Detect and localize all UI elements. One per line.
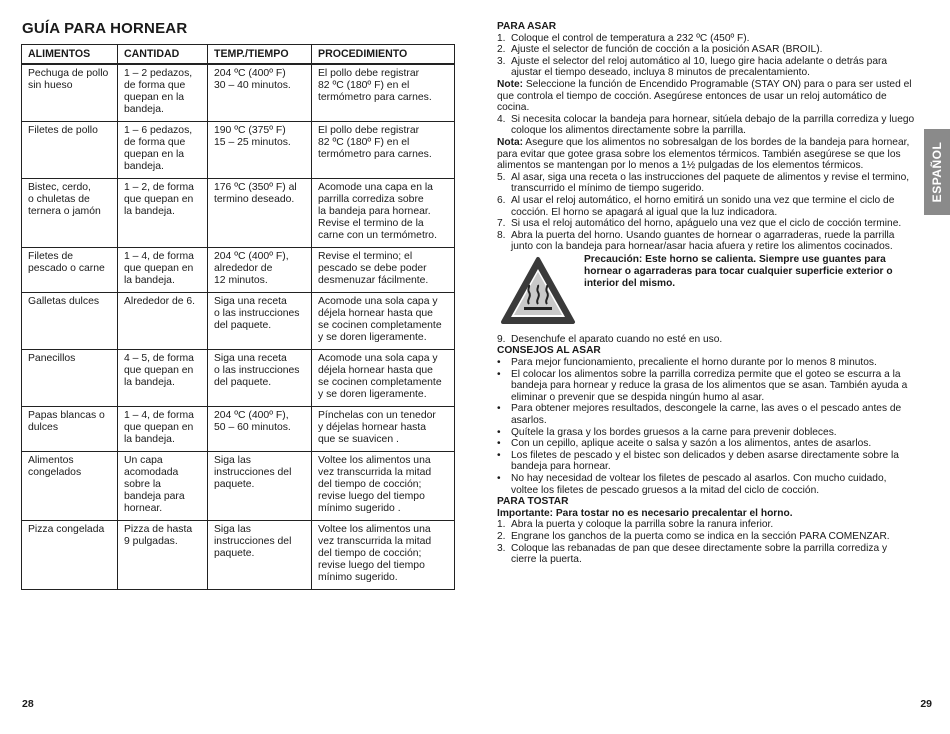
step-text: Abra la puerta y coloque la parrilla sobre la ranura inferior. <box>511 519 774 531</box>
table-row <box>22 407 455 452</box>
quantity-cell: 1 – 4, de forma que quepan en la bandeja. <box>118 407 208 452</box>
temp-time-cell: Siga una receta o las instrucciones del paquete. <box>208 350 312 407</box>
list-item <box>497 218 915 230</box>
step-number: 1. <box>497 32 506 44</box>
food-cell: Pizza congelada <box>22 521 118 590</box>
note-paragraph <box>497 79 915 114</box>
step-text: Abra la puerta del horno. Usando guantes de hornear o agarraderas, ruede la parrilla junto con la bandeja para hornear/asar hacia afuera y retire los alimentos cocinados. <box>511 229 895 253</box>
bullet-icon: • <box>497 357 501 369</box>
quantity-cell: Un capa acomodada sobre la bandeja para hornear. <box>118 452 208 521</box>
bullet-icon: • <box>497 438 501 450</box>
procedure-cell: Pínchelas con un tenedor y déjelas hornear hasta que se suavicen . <box>312 407 455 452</box>
step-number: 8. <box>497 229 506 241</box>
quantity-cell: 1 – 4, de forma que quepan en la bandeja. <box>118 248 208 293</box>
list-item <box>497 438 915 450</box>
step-number: 1. <box>497 519 506 531</box>
step-text: Ajuste el selector de función de cocción a la posición ASAR (BROIL). <box>511 44 823 56</box>
step-text: Si necesita colocar la bandeja para hornear, sitúela debajo de la parrilla corrediza y luego coloque los alimentos directamente sobre la parrilla. <box>511 113 915 137</box>
list-item <box>497 33 915 45</box>
note-text: Seleccione la función de Encendido Programable (STAY ON) para o para ser usted el que controla el tiempo de cocción. Asegúrese entonces de usar un reloj automático de cocina. <box>497 78 912 114</box>
tip-text: El colocar los alimentos sobre la parrilla corrediza permite que el goteo se escurra a la bandeja para hornear y reduce la grasa de los alimentos que se asan. También ayuda a eliminar o prevenir que se despida ningún humo al asar. <box>511 368 908 403</box>
quantity-cell: Pizza de hasta 9 pulgadas. <box>118 521 208 590</box>
list-item <box>497 427 915 439</box>
page-title: GUÍA PARA HORNEAR <box>22 20 188 37</box>
step-text: Al usar el reloj automático, el horno emitirá un sonido una vez que termine el ciclo de cocción. El horno se apagará al igual que la luz indicadora. <box>511 194 895 218</box>
instructions-column <box>497 21 915 566</box>
food-cell: Alimentos congelados <box>22 452 118 521</box>
list-item <box>497 369 915 404</box>
tip-text: Para obtener mejores resultados, descongele la carne, las aves o el pescado antes de asarlos. <box>511 403 902 427</box>
temp-time-cell: Siga una receta o las instrucciones del paquete. <box>208 293 312 350</box>
step-number: 7. <box>497 218 506 230</box>
language-tab <box>924 129 950 215</box>
step-number: 6. <box>497 194 506 206</box>
bullet-icon: • <box>497 403 501 415</box>
procedure-cell: El pollo debe registrar 82 ºC (180º F) en el termómetro para carnes. <box>312 122 455 179</box>
step-text: Desenchufe el aparato cuando no esté en uso. <box>511 333 723 345</box>
page-number: 28 <box>22 698 34 710</box>
hot-surface-warning-icon <box>500 256 576 326</box>
table-row <box>22 452 455 521</box>
right-page <box>475 0 950 734</box>
step-text: Ajuste el selector del reloj automático al 10, luego gire hacia adelante o detrás para ajustar el tiempo deseado, incluya 8 minutos de precalentamiento. <box>511 55 888 79</box>
list-item <box>497 519 915 531</box>
step-number: 2. <box>497 530 506 542</box>
table-row <box>22 350 455 407</box>
tip-text: Los filetes de pescado y el bistec son delicados y deben asarse directamente sobre la bandeja para hornear. <box>511 449 899 473</box>
food-cell: Pechuga de pollo sin hueso <box>22 64 118 122</box>
quantity-cell: Alrededor de 6. <box>118 293 208 350</box>
baking-guide-table <box>21 44 455 590</box>
step-number: 3. <box>497 542 506 554</box>
list-item <box>497 531 915 543</box>
procedure-cell: Revise el termino; el pescado se debe poder desmenuzar fácilmente. <box>312 248 455 293</box>
tip-text: Con un cepillo, aplique aceite o salsa y sazón a los alimentos, antes de asarlos. <box>511 438 872 450</box>
list-item <box>497 357 915 369</box>
tip-text: Quítele la grasa y los bordes gruesos a la carne para prevenir dobleces. <box>511 426 837 438</box>
list-item <box>497 543 915 566</box>
quantity-cell: 1 – 2 pedazos, de forma que quepan en la bandeja. <box>118 64 208 122</box>
step-number: 3. <box>497 55 506 67</box>
list-item <box>497 450 915 473</box>
temp-time-cell: 204 ºC (400º F) 30 – 40 minutos. <box>208 64 312 122</box>
step-number: 4. <box>497 113 506 125</box>
food-cell: Galletas dulces <box>22 293 118 350</box>
quantity-cell: 4 – 5, de forma que quepan en la bandeja. <box>118 350 208 407</box>
list-item <box>497 473 915 496</box>
note-label: Nota: <box>497 136 524 148</box>
section-heading-tostar: PARA TOSTAR <box>497 496 569 508</box>
step-number: 9. <box>497 333 506 345</box>
list-item <box>497 403 915 426</box>
temp-time-cell: 204 ºC (400º F), alrededor de 12 minutos. <box>208 248 312 293</box>
food-cell: Filetes de pollo <box>22 122 118 179</box>
step-number: 5. <box>497 171 506 183</box>
bullet-icon: • <box>497 473 501 484</box>
temp-time-cell: Siga las instrucciones del paquete. <box>208 521 312 590</box>
procedure-cell: El pollo debe registrar 82 ºC (180º F) en el termómetro para carnes. <box>312 64 455 122</box>
list-item <box>497 195 915 218</box>
temp-time-cell: 204 ºC (400º F), 50 – 60 minutos. <box>208 407 312 452</box>
table-row <box>22 521 455 590</box>
procedure-cell: Voltee los alimentos una vez transcurrida la mitad del tiempo de cocción; revise luego del tiempo mínimo sugerido . <box>312 452 455 521</box>
column-header: TEMP./TIEMPO <box>208 45 312 65</box>
quantity-cell: 1 – 2, de forma que quepan en la bandeja. <box>118 179 208 248</box>
tip-text: No hay necesidad de voltear los filetes de pescado al asarlos. Con mucho cuidado, voltee los filetes de pescado gruesos a la mitad del ciclo de cocción. <box>511 473 887 496</box>
section-heading-tips: CONSEJOS AL ASAR <box>497 345 601 357</box>
list-item <box>497 172 915 195</box>
step-text: Engrane los ganchos de la puerta como se indica en la sección PARA COMENZAR. <box>511 530 890 542</box>
procedure-cell: Acomode una sola capa y déjela hornear hasta que se cocinen completamente y se doren ligeramente. <box>312 293 455 350</box>
food-cell: Papas blancas o dulces <box>22 407 118 452</box>
step-number: 2. <box>497 44 506 56</box>
list-item <box>497 230 915 253</box>
section-heading-asar: PARA ASAR <box>497 21 557 32</box>
temp-time-cell: 176 ºC (350º F) al termino deseado. <box>208 179 312 248</box>
column-header: ALIMENTOS <box>22 45 118 65</box>
tostar-important: Importante: Para tostar no es necesario precalentar el horno. <box>497 507 793 519</box>
procedure-cell: Acomode una sola capa y déjela hornear hasta que se cocinen completamente y se doren ligeramente. <box>312 350 455 407</box>
language-tab-label: ESPAÑOL <box>930 141 944 203</box>
procedure-cell: Acomode una capa en la parrilla corrediza sobre la bandeja para hornear. Revise el termino de la carne con un termómetro. <box>312 179 455 248</box>
note-label: Note: <box>497 78 524 90</box>
table-row <box>22 293 455 350</box>
list-item <box>497 114 915 137</box>
note-paragraph <box>497 137 915 172</box>
step-text: Si usa el reloj automático del horno, apáguelo una vez que el ciclo de cocción termine. <box>511 218 902 230</box>
note-text: Asegure que los alimentos no sobresalgan de los bordes de la bandeja para hornear, para evitar que gotee grasa sobre los elementos térmicos. También asegúrese se que los alimentos se mantengan por lo menos a 1½ pulgadas de los elementos térmicos. <box>497 136 910 172</box>
food-cell: Filetes de pescado o carne <box>22 248 118 293</box>
table-row <box>22 179 455 248</box>
step-text: Al asar, siga una receta o las instrucciones del paquete de alimentos y revise el termino, transcurrido el mínimo de tiempo sugerido. <box>511 171 910 195</box>
step-text: Coloque el control de temperatura a 232 ºC (450º F). <box>511 32 750 44</box>
bullet-icon: • <box>497 449 501 461</box>
page-number: 29 <box>920 698 932 710</box>
column-header: PROCEDIMIENTO <box>312 45 455 65</box>
temp-time-cell: Siga las instrucciones del paquete. <box>208 452 312 521</box>
list-item <box>497 334 915 346</box>
step-text: Coloque las rebanadas de pan que desee directamente sobre la parrilla corrediza y cierre la puerta. <box>511 542 888 566</box>
quantity-cell: 1 – 6 pedazos, de forma que quepan en la bandeja. <box>118 122 208 179</box>
table-row <box>22 64 455 122</box>
caution-text: Precaución: Este horno se calienta. Siempre use guantes para hornear o agarraderas para tocar cualquier superficie exterior o interior del mismo. <box>584 253 893 289</box>
table-row <box>22 248 455 293</box>
food-cell: Bistec, cerdo, o chuletas de ternera o jamón <box>22 179 118 248</box>
procedure-cell: Voltee los alimentos una vez transcurrida la mitad del tiempo de cocción; revise luego del tiempo mínimo sugerido. <box>312 521 455 590</box>
list-item <box>497 56 915 79</box>
caution-block <box>497 254 915 330</box>
column-header: CANTIDAD <box>118 45 208 65</box>
bullet-icon: • <box>497 368 501 380</box>
food-cell: Panecillos <box>22 350 118 407</box>
bullet-icon: • <box>497 426 501 438</box>
table-header-row <box>22 45 455 65</box>
table-row <box>22 122 455 179</box>
tip-text: Para mejor funcionamiento, precaliente el horno durante por lo menos 8 minutos. <box>511 357 877 369</box>
temp-time-cell: 190 ºC (375º F) 15 – 25 minutos. <box>208 122 312 179</box>
list-item <box>497 44 915 56</box>
